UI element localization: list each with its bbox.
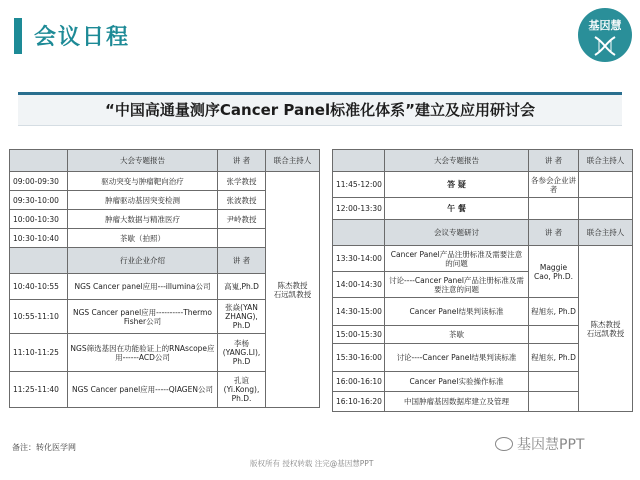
- row-time: 14:00-14:30: [333, 272, 385, 298]
- row-time: 09:30-10:00: [10, 191, 68, 210]
- logo-text: 基因慧: [588, 19, 622, 32]
- header-blank-cell: [10, 150, 68, 172]
- row-speaker: 高嵬,Ph.D: [218, 274, 266, 300]
- row-topic: 驱动突变与肿瘤靶向治疗: [68, 172, 218, 191]
- row-time: 11:25-11:40: [10, 372, 68, 408]
- schedule-table-afternoon: [332, 149, 633, 412]
- row-time: 11:45-12:00: [333, 172, 385, 198]
- section-blank-cell: [333, 220, 385, 246]
- host-cell: 陈杰教授 石远凯教授: [266, 172, 320, 408]
- row-topic: 肿瘤驱动基因突变检测: [68, 191, 218, 210]
- conference-banner: “中国高通量测序Cancer Panel标准化体系”建立及应用研讨会: [18, 92, 622, 126]
- table-header-row: [333, 150, 633, 172]
- header-topic: 大会专题报告: [68, 150, 218, 172]
- row-topic: 午 餐: [385, 198, 529, 220]
- row-time: 14:30-15:00: [333, 298, 385, 326]
- row-time: 10:00-10:30: [10, 210, 68, 229]
- watermark: [495, 434, 584, 454]
- row-time: 10:30-10:40: [10, 229, 68, 248]
- row-time: 12:00-13:30: [333, 198, 385, 220]
- row-topic: NGS筛选基因在功能验证上的RNAscope应用------ACD公司: [68, 334, 218, 372]
- section-host: 联合主持人: [579, 220, 633, 246]
- row-speaker: 程旭东, Ph.D: [529, 344, 579, 372]
- dna-icon: [592, 35, 618, 57]
- row-speaker-blank: [529, 326, 579, 344]
- header-host: 联合主持人: [266, 150, 320, 172]
- row-speaker: 程旭东, Ph.D: [529, 298, 579, 326]
- row-speaker: Maggie Cao, Ph.D.: [529, 246, 579, 298]
- row-speaker: 张焱(YAN ZHANG), Ph.D: [218, 300, 266, 334]
- table-row: [10, 172, 320, 191]
- watermark-text: 基因慧PPT: [517, 437, 585, 453]
- row-speaker: 尹岭教授: [218, 210, 266, 229]
- row-time: 15:30-16:00: [333, 344, 385, 372]
- schedule-table-morning: [9, 149, 320, 408]
- row-time: 13:30-14:00: [333, 246, 385, 272]
- table-row: [333, 172, 633, 198]
- row-speaker: 张波教授: [218, 191, 266, 210]
- row-speaker: 张学教授: [218, 172, 266, 191]
- header-host: 联合主持人: [579, 150, 633, 172]
- row-topic: 茶歇（拍照）: [68, 229, 218, 248]
- row-time: 09:00-09:30: [10, 172, 68, 191]
- row-time: 15:00-15:30: [333, 326, 385, 344]
- table-row: [333, 198, 633, 220]
- row-time: 11:10-11:25: [10, 334, 68, 372]
- host-blank-cell: [579, 198, 633, 220]
- row-speaker: [529, 198, 579, 220]
- header-speaker: 讲 者: [529, 150, 579, 172]
- table-header-row: [10, 150, 320, 172]
- row-topic: 茶歇: [385, 326, 529, 344]
- header-topic: 大会专题报告: [385, 150, 529, 172]
- host-blank-cell: [579, 172, 633, 198]
- row-topic: 中国肿瘤基因数据库建立及管理: [385, 392, 529, 412]
- row-topic: NGS Cancer panel应用-----QIAGEN公司: [68, 372, 218, 408]
- row-topic: Cancer Panel产品注册标准及需要注意的问题: [385, 246, 529, 272]
- copyright-text: 版权所有 授权转载 注完@基因慧PPT: [250, 459, 374, 468]
- section-blank-cell: [10, 248, 68, 274]
- section-topic: 会议专题研讨: [385, 220, 529, 246]
- row-time: 16:00-16:10: [333, 372, 385, 392]
- row-topic: NGS Cancer panel应用----------Thermo Fisher公司: [68, 300, 218, 334]
- header-speaker: 讲 者: [218, 150, 266, 172]
- row-topic: 肿瘤大数据与精准医疗: [68, 210, 218, 229]
- wechat-icon: [495, 437, 513, 451]
- section-topic: 行业企业介绍: [68, 248, 218, 274]
- row-topic: 答 疑: [385, 172, 529, 198]
- row-speaker: 各参会企业讲者: [529, 172, 579, 198]
- row-topic: 讨论----Cancer Panel结果判读标准: [385, 344, 529, 372]
- section-speaker: 讲 者: [218, 248, 266, 274]
- header-accent-bar: [14, 18, 22, 54]
- row-topic: Cancer Panel结果判读标准: [385, 298, 529, 326]
- source-note: 备注：转化医学网: [12, 443, 76, 452]
- row-speaker: 孔谊(Yi.Kong), Ph.D.: [218, 372, 266, 408]
- row-time: 10:40-10:55: [10, 274, 68, 300]
- row-speaker: 李杨(YANG.LI), Ph.D: [218, 334, 266, 372]
- host-cell: 陈杰教授 石远凯教授: [579, 246, 633, 412]
- section-header-row: [333, 220, 633, 246]
- row-speaker-blank: [529, 372, 579, 392]
- row-time: 16:10-16:20: [333, 392, 385, 412]
- row-speaker-blank: [529, 392, 579, 412]
- row-topic: NGS Cancer panel应用---illumina公司: [68, 274, 218, 300]
- header-blank-cell: [333, 150, 385, 172]
- row-speaker: [218, 229, 266, 248]
- row-time: 10:55-11:10: [10, 300, 68, 334]
- brand-logo: [578, 8, 632, 62]
- page-title: 会议日程: [34, 25, 131, 50]
- table-row: [333, 246, 633, 272]
- section-speaker: 讲 者: [529, 220, 579, 246]
- row-topic: 讨论----Cancer Panel产品注册标准及需要注意的问题: [385, 272, 529, 298]
- row-topic: Cancer Panel实验操作标准: [385, 372, 529, 392]
